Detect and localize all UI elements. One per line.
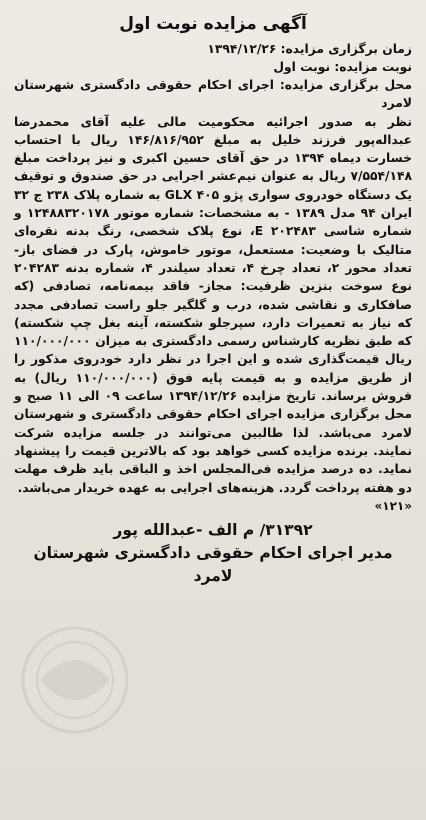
reference-line: ۳۱۳۹۲/ م الف -عبدالله پور bbox=[113, 520, 313, 539]
auction-round: نوبت مزایده: نوبت اول bbox=[273, 60, 412, 74]
signature-line-2: لامرد bbox=[193, 566, 233, 585]
notice-code: «۱۲۱» bbox=[374, 498, 412, 513]
notice-body: نظر به صدور اجرائیه محکومیت مالی علیه آقای محمدرضا عبداله‌پور فرزند خلیل به مبلغ ۱۴۶/۸۱۶/۹۵۲ ریال با احتساب خسارت دیماه ۱۳۹۴ در حق آقای حسین اکبری و نیز پرداخت مبلغ ۷/۵۵۴/۱۴۸ ریال به عنوان نیم‌عشر اجرایی در حق صندوق و توقیف یک دستگاه خودروی سواری پژو ۴۰۵ GLX به شماره پلاک ۲۳۸ ج ۳۲ ایران ۹۴ مدل ۱۳۸۹ - به مشخصات: شماره موتور ۱۲۴۸۸۳۲۰۱۷۸ و شماره شاسی E ۲۰۲۴۸۳، نوع پلاک شخصی، رنگ بدنه نقره‌ای متالیک با وضعیت: مستعمل، موتور خاموش، پارک در فضای باز- تعداد محور ۲، تعداد چرخ ۴، تعداد سیلندر ۴، شماره بدنه ۲۰۴۲۸۳ نوع سوخت بنزین ظرفیت: مجاز- فاقد بیمه‌نامه، تصادفی (که صافکاری و نقاشی شده، درب و گلگیر جلو راست تصادفی مجدد که نیاز به تعمیرات دارد، سپرجلو شکسته، آینه بغل چپ شکسته) که طبق نظریه کارشناس رسمی دادگستری به میزان ۱۱۰/۰۰۰/۰۰۰ ریال قیمت‌گذاری شده و این اجرا در نظر دارد خودروی مذکور را از طریق مزایده و به قیمت پایه فوق (۱۱۰/۰۰۰/۰۰۰ ریال) به فروش برساند. تاریخ مزایده ۱۳۹۴/۱۲/۲۶ ساعت ۰۹ الی ۱۱ صبح و محل برگزاری مزایده اجرای احکام حقوقی دادگستری و شهرستان لامرد می‌باشد. لذا طالبین می‌توانند در جلسه مزایده شرکت نمایند. برنده مزایده کسی خواهد بود که بالاترین قیمت را پیشنهاد نماید. ده درصد مزایده فی‌المجلس اخذ و الباقی باید ظرف مهلت دو هفته پرداخت گردد. هزینه‌های اجرایی به عهده خریدار می‌باشد. bbox=[14, 114, 413, 495]
auction-venue: محل برگزاری مزایده: اجرای احکام حقوقی دادگستری شهرستان لامرد bbox=[14, 78, 412, 111]
notice-title: آگهی مزایده نوبت اول bbox=[119, 14, 307, 34]
watermark-emblem-icon bbox=[0, 620, 150, 740]
auction-date: زمان برگزاری مزایده: ۱۳۹۴/۱۲/۲۶ bbox=[207, 42, 412, 56]
notice-footer bbox=[14, 519, 412, 588]
signature-line-1: مدیر اجرای احکام حقوقی دادگستری شهرستان bbox=[33, 543, 393, 562]
notice-meta bbox=[14, 40, 412, 76]
